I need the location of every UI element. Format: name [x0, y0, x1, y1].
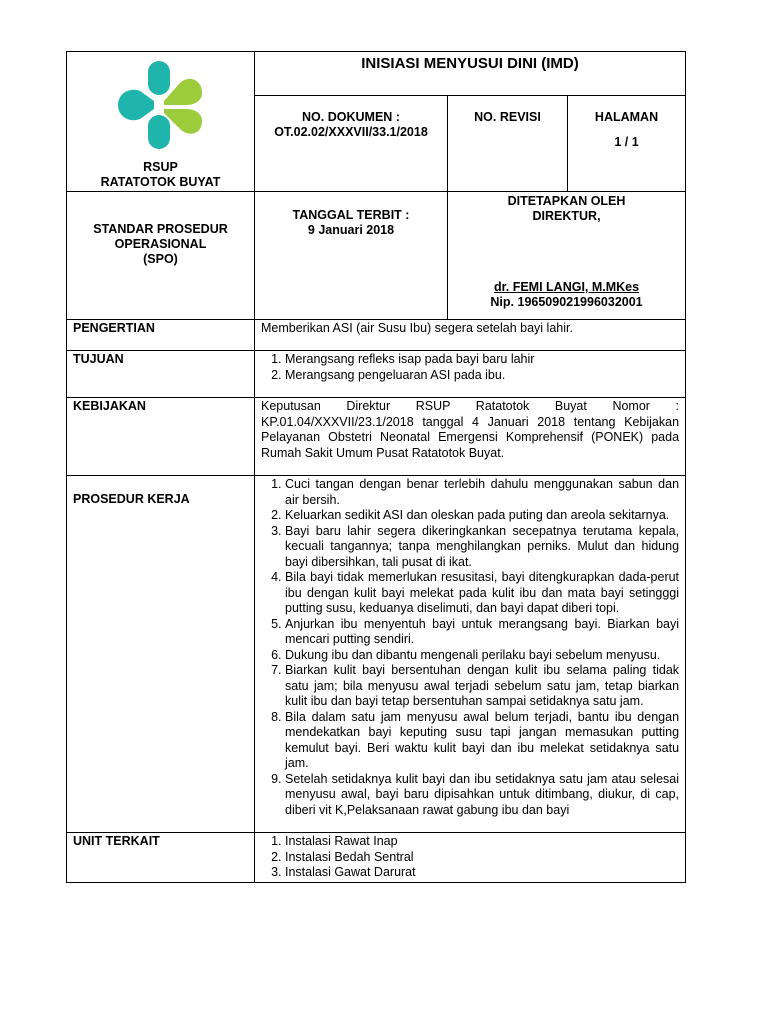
hospital-logo-icon [114, 57, 206, 153]
issue-date-label: TANGGAL TERBIT : [292, 208, 410, 222]
tujuan-cell [255, 351, 686, 398]
tujuan-list [261, 352, 679, 383]
unit-label: UNIT TERKAIT [67, 833, 255, 883]
page-value: 1 / 1 [614, 135, 639, 150]
spo-cell [67, 192, 255, 320]
tujuan-label: TUJUAN [67, 351, 255, 398]
spo-line-2: OPERASIONAL [114, 237, 207, 251]
list-item: 7. Biarkan kulit bayi bersentuhan dengan kulit ibu selama paling tidak satu jam; bila menyusu awal terjadi sebelum satu jam, tetap biarkan kulit ibu dan bayi tetap bersentuhan sampai setidaknya satu jam. [285, 663, 679, 710]
page-label: HALAMAN [594, 110, 659, 125]
page-cell [568, 96, 686, 192]
kebijakan-text: Keputusan Direktur RSUP Ratatotok Buyat Nomor : KP.01.04/XXXVII/23.1/2018 tanggal 4 Januari 2018 tentang Kebijakan Pelayanan Obstetri Neonatal Emergensi Komprehensif (PONEK) pada Rumah Sakit Umum Pusat Ratatotok Buyat. [255, 398, 686, 476]
list-item: 3. Bayi baru lahir segera dikeringkankan secepatnya terutama kepala, kecuali tangannya; tanpa menghilangkan perniks. Mulut dan hidung bayi dibersihkan, tali pusat di ikat. [285, 524, 679, 571]
logo-cell [67, 52, 255, 192]
list-item: 6. Dukung ibu dan dibantu mengenali perilaku bayi sebelum menyusu. [285, 648, 679, 664]
spo-line-1: STANDAR PROSEDUR [93, 222, 228, 236]
issue-date-cell [255, 192, 448, 320]
revision-cell [448, 96, 568, 192]
pengertian-text: Memberikan ASI (air Susu Ibu) segera setelah bayi lahir. [255, 320, 686, 351]
list-item: 1. Cuci tangan dengan benar terlebih dahulu menggunakan sabun dan air bersih. [285, 477, 679, 508]
spo-line-3: (SPO) [143, 252, 178, 266]
list-item: 1. Merangsang refleks isap pada bayi baru lahir [285, 352, 679, 368]
approved-by-line-2: DIREKTUR, [532, 209, 601, 223]
list-item: 2. Keluarkan sedikit ASI dan oleskan pada puting dan areola sekitarnya. [285, 508, 679, 524]
prosedur-label: PROSEDUR KERJA [67, 476, 255, 833]
issue-date-value: 9 Januari 2018 [307, 223, 395, 237]
signer-name: dr. FEMI LANGI, M.MKes [493, 280, 640, 294]
list-item: 2. Merangsang pengeluaran ASI pada ibu. [285, 368, 679, 384]
list-item: 9. Setelah setidaknya kulit bayi dan ibu setidaknya satu jam atau selesai menyusu awal, bayi baru dipisahkan untuk ditimbang, diukur, di cap, diberi vit K,Pelaksanaan rawat gabung ibu dan bayi [285, 772, 679, 819]
pengertian-label: PENGERTIAN [67, 320, 255, 351]
list-item: 8. Bila dalam satu jam menyusu awal belum terjadi, bantu ibu dengan mendekatkan bayi keputing susu tapi jangan memasukan putting kemulut bayi. Beri waktu kulit bayi dan ibu melekat setidaknya satu jam. [285, 710, 679, 772]
org-line-1: RSUP [143, 160, 178, 174]
approval-cell [448, 192, 686, 320]
prosedur-list [261, 477, 679, 818]
kebijakan-label: KEBIJAKAN [67, 398, 255, 476]
signer-nip: Nip. 196509021996032001 [490, 295, 643, 309]
revision-label: NO. REVISI [474, 110, 541, 125]
list-item: 5. Anjurkan ibu menyentuh bayi untuk merangsang bayi. Biarkan bayi mencari putting sendiri. [285, 617, 679, 648]
doc-number-cell [255, 96, 448, 192]
document-title: INISIASI MENYUSUI DINI (IMD) [255, 52, 686, 96]
doc-number-label: NO. DOKUMEN : [302, 110, 400, 125]
doc-number-value: OT.02.02/XXXVII/33.1/2018 [274, 125, 428, 140]
org-line-2: RATATOTOK BUYAT [100, 175, 221, 189]
approved-by-line-1: DITETAPKAN OLEH [507, 194, 626, 208]
list-item: 1. Instalasi Rawat Inap [285, 834, 679, 850]
organization-name [67, 160, 254, 190]
spo-document [66, 51, 685, 883]
unit-list [261, 834, 679, 881]
list-item: 3. Instalasi Gawat Darurat [285, 865, 679, 881]
spo-table [66, 51, 686, 883]
prosedur-cell [255, 476, 686, 833]
list-item: 2. Instalasi Bedah Sentral [285, 850, 679, 866]
list-item: 4. Bila bayi tidak memerlukan resusitasi, bayi ditengkurapkan dada-perut ibu dengan kulit bayi melekat pada kulit ibu dan mata bayi setingggi putting susu, keduanya diselimuti, dan bayi dapat diberi topi. [285, 570, 679, 617]
unit-cell [255, 833, 686, 883]
